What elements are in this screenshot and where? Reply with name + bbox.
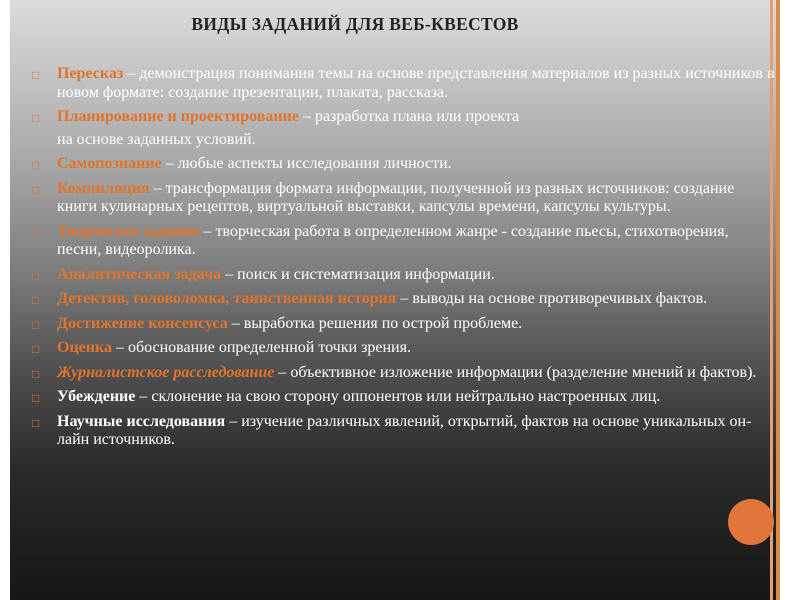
bullet-icon: □ <box>32 391 40 405</box>
list-item <box>20 388 776 407</box>
item-desc: – обоснование определенной точки зрения. <box>111 339 411 356</box>
bullet-list <box>20 65 776 456</box>
item-desc: – творческая работа в определенном жанре - создание пьесы, стихотворения, песни, видеоролика. <box>57 222 729 258</box>
item-term: Детектив, головоломка, таинственная история <box>57 290 397 307</box>
list-item <box>20 290 776 309</box>
list-item <box>20 108 776 127</box>
bullet-icon: □ <box>32 225 40 240</box>
item-term: Оценка <box>57 339 112 356</box>
list-item <box>20 339 776 358</box>
item-desc: – разработка плана или проекта <box>298 108 520 125</box>
bullet-icon: □ <box>32 293 40 307</box>
item-term: Планирование и проектирование <box>57 108 299 125</box>
list-item <box>20 223 776 260</box>
bullet-icon: □ <box>32 68 40 82</box>
list-item-continuation: на основе заданных условий. <box>57 130 256 148</box>
list-item <box>20 155 776 174</box>
item-desc: – трансформация формата информации, полученной из разных источников: создание книги кулинарных рецептов, виртуальной выставки, капсулы времени, капсулы культуры. <box>57 179 735 215</box>
item-desc: – выводы на основе противоречивых фактов. <box>396 290 708 307</box>
bullet-icon: □ <box>32 415 40 430</box>
bullet-icon: □ <box>32 111 40 125</box>
bullet-icon: □ <box>32 158 40 172</box>
item-desc: – объективное изложение информации (разделение мнений и фактов). <box>274 363 757 381</box>
bullet-icon: □ <box>32 268 40 283</box>
list-item <box>20 266 776 285</box>
item-desc: – поиск и систематизация информации. <box>221 265 495 283</box>
item-term: Убеждение <box>57 388 136 405</box>
list-item <box>20 180 776 217</box>
item-term: Самопознание <box>57 155 162 172</box>
item-term: Компиляция <box>57 179 150 197</box>
slide <box>10 0 780 600</box>
list-item <box>20 364 776 383</box>
item-term: Журналистское расследование <box>57 363 275 381</box>
item-desc: – выработка решения по острой проблеме. <box>227 314 523 332</box>
slide-title: ВИДЫ ЗАДАНИЙ ДЛЯ ВЕБ-КВЕСТОВ <box>191 14 519 34</box>
item-desc: – изучение различных явлений, открытий, фактов на основе уникальных он-лайн источников. <box>57 412 752 448</box>
list-item <box>20 65 776 102</box>
item-term: Аналитическая задача <box>57 265 222 283</box>
list-item <box>20 315 776 334</box>
bullet-icon: □ <box>32 182 40 197</box>
decorative-circle <box>728 499 774 545</box>
item-desc: – демонстрация понимания темы на основе представления материалов из разных источников в новом формате: создание презентации, плаката, рассказа. <box>57 65 775 101</box>
item-desc: – любые аспекты исследования личности. <box>161 155 452 172</box>
list-item <box>20 413 776 450</box>
item-term: Научные исследования <box>57 412 226 430</box>
bullet-icon: □ <box>32 366 40 381</box>
right-accent-line <box>776 0 780 600</box>
item-term: Пересказ <box>57 65 124 82</box>
item-term: Творческое задание <box>57 222 200 240</box>
item-term: Достижение консенсуса <box>57 314 228 332</box>
bullet-icon: □ <box>32 342 40 356</box>
bullet-icon: □ <box>32 317 40 332</box>
item-desc: – склонение на свою сторону оппонентов или нейтрально настроенных лиц. <box>135 388 661 405</box>
